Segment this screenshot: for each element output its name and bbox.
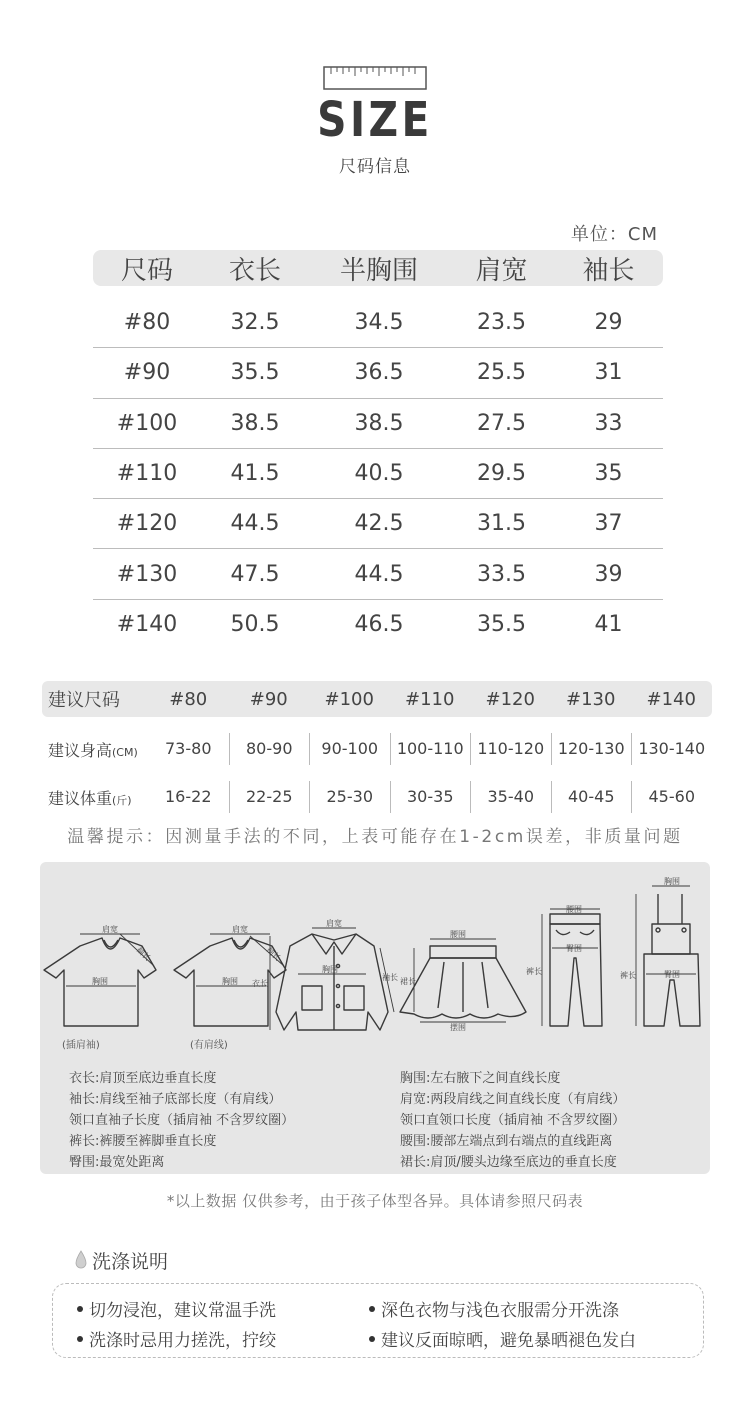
table-row (93, 348, 663, 398)
height-cell: 120-130 (551, 733, 632, 765)
table-row (93, 499, 663, 549)
note-item: 腰围:腰部左端点到右端点的直线距离 (400, 1134, 613, 1149)
table-cell: 35 (594, 461, 623, 487)
table-cell: 39 (594, 561, 623, 587)
table-cell: 50.5 (230, 612, 280, 638)
recommend-header (42, 681, 712, 717)
size-table (93, 250, 663, 650)
table-cell: 31.5 (477, 511, 526, 537)
recommend-size: #90 (249, 688, 288, 710)
header-cell: 半胸围 (339, 255, 418, 286)
table-cell: 46.5 (354, 612, 404, 638)
water-drop-icon (74, 1250, 88, 1270)
label-sleeve: 袖长 (134, 945, 153, 963)
note-item: 裙长:肩顶/腰头边缘至底边的垂直长度 (400, 1155, 617, 1170)
label-skirt-length: 裙长 (400, 977, 416, 986)
label-hem: 摆围 (450, 1023, 466, 1032)
table-cell: 34.5 (354, 310, 404, 336)
table-cell: 47.5 (230, 561, 280, 587)
table-cell: #120 (116, 511, 178, 537)
size-table-body (93, 298, 663, 650)
height-cell: 130-140 (631, 733, 712, 765)
table-cell: 31 (594, 360, 623, 386)
note-item: 领口直袖子长度（插肩袖 不含罗纹圈） (69, 1113, 295, 1128)
notes-right (400, 1068, 710, 1173)
height-row (42, 725, 712, 773)
weight-cell: 16-22 (165, 787, 212, 806)
wash-item: 切勿浸泡，建议常温手洗 (77, 1296, 276, 1321)
height-cell: 90-100 (309, 733, 390, 765)
bullet-icon (369, 1306, 375, 1312)
label-hip: 臀围 (566, 944, 582, 953)
header-cell: 肩宽 (475, 255, 528, 286)
note-item: 肩宽:两段肩线之间直线长度（有肩线） (400, 1092, 626, 1107)
note-item: 领口直领口长度（插肩袖 不含罗纹圈） (400, 1113, 626, 1128)
table-cell: 27.5 (477, 410, 526, 436)
recommend-size: #80 (169, 688, 208, 710)
table-row (93, 549, 663, 599)
weight-cell: 35-40 (470, 781, 551, 813)
table-cell: 29 (594, 310, 623, 336)
table-cell: 35.5 (230, 360, 280, 386)
table-cell: 23.5 (477, 310, 526, 336)
table-cell: 44.5 (354, 561, 404, 587)
table-cell: 38.5 (230, 410, 280, 436)
wash-item: 深色衣物与浅色衣服需分开洗涤 (369, 1296, 619, 1321)
table-cell: 25.5 (477, 360, 526, 386)
header-cell: 袖长 (582, 255, 635, 286)
table-cell: 41.5 (230, 461, 280, 487)
label-shoulder: 肩宽 (102, 925, 118, 934)
label-length: 衣长 (252, 979, 268, 988)
wash-section-title (74, 1248, 168, 1272)
height-cell: 80-90 (229, 733, 310, 765)
disclaimer: *以上数据 仅供参考，由于孩子体型各异。具体请参照尺码表 (166, 1192, 584, 1210)
table-row (93, 449, 663, 499)
table-cell: 32.5 (230, 310, 280, 336)
table-cell: #100 (116, 410, 178, 436)
page-subtitle: 尺码信息 (339, 157, 411, 177)
table-cell: 33 (594, 410, 623, 436)
label-waist: 腰围 (566, 905, 582, 914)
label-chest: 胸围 (92, 977, 108, 986)
height-cell: 73-80 (165, 739, 212, 758)
table-row (93, 298, 663, 348)
overalls-icon (644, 894, 700, 1026)
table-cell: #90 (123, 360, 171, 386)
measurement-diagram-panel (40, 862, 710, 1174)
table-cell: 41 (594, 612, 623, 638)
bullet-icon (369, 1336, 375, 1342)
label-waist: 腰围 (450, 930, 466, 939)
table-cell: 33.5 (477, 561, 526, 587)
skirt-icon (400, 946, 526, 1018)
recommend-header-label: 建议尺码 (48, 690, 120, 711)
table-cell: 37 (594, 511, 623, 537)
wash-item: 洗涤时忌用力搓洗，拧绞 (77, 1326, 276, 1351)
label-shoulder: 肩宽 (232, 925, 248, 934)
table-row (93, 600, 663, 650)
label-chest: 胸围 (322, 965, 338, 974)
table-cell: #110 (116, 461, 178, 487)
size-logo-text: SIZE (317, 92, 433, 148)
note-item: 衣长:肩顶至底边垂直长度 (69, 1071, 217, 1086)
weight-cell: 25-30 (309, 781, 390, 813)
weight-cell: 40-45 (551, 781, 632, 813)
bullet-icon (77, 1336, 83, 1342)
recommend-table (42, 681, 712, 821)
wash-title-text: 洗涤说明 (92, 1250, 169, 1273)
unit-label: 单位：CM (570, 224, 658, 245)
table-cell: #130 (116, 561, 178, 587)
table-cell: 40.5 (354, 461, 404, 487)
measurement-tip: 温馨提示：因测量手法的不同，上表可能存在1-2cm误差，非质量问题 (67, 827, 683, 847)
height-cell: 100-110 (390, 733, 471, 765)
table-cell: 36.5 (354, 360, 404, 386)
height-label: 建议身高(CM) (48, 740, 138, 760)
recommend-size: #130 (566, 688, 616, 710)
table-cell: 42.5 (354, 511, 404, 537)
weight-cell: 22-25 (229, 781, 310, 813)
bullet-icon (77, 1306, 83, 1312)
pants-icon (550, 914, 602, 1026)
recommend-size: #100 (324, 688, 374, 710)
jacket-icon (276, 934, 388, 1030)
wash-item: 建议反面晾晒，避免暴晒褪色发白 (369, 1326, 636, 1351)
table-cell: 44.5 (230, 511, 280, 537)
notes-left (69, 1068, 399, 1173)
label-chest: 胸围 (664, 877, 680, 886)
label-sleeve: 袖长 (382, 973, 398, 982)
label-hip: 臀围 (664, 970, 680, 979)
recommend-size: #110 (405, 688, 455, 710)
table-row (93, 399, 663, 449)
label-sleeve: 袖长 (264, 945, 283, 963)
recommend-size: #120 (485, 688, 535, 710)
label-chest: 胸围 (222, 977, 238, 986)
label-shoulder: 肩宽 (326, 919, 342, 928)
weight-cell: 30-35 (390, 781, 471, 813)
note-item: 臀围:最宽处距离 (69, 1155, 165, 1170)
caption-raglan: (插肩袖) (62, 1040, 100, 1051)
diagram-labels (92, 877, 680, 1032)
table-cell: #140 (116, 612, 178, 638)
label-pants-length: 裤长 (526, 967, 542, 976)
header-cell: 尺码 (120, 255, 173, 286)
table-cell: 29.5 (477, 461, 526, 487)
weight-label: 建议体重(斤) (48, 788, 132, 808)
ruler-icon (323, 66, 427, 90)
note-item: 胸围:左右腋下之间直线长度 (400, 1071, 561, 1086)
size-table-header (93, 250, 663, 286)
caption-shoulder-line: (有肩线) (190, 1040, 228, 1051)
table-cell: #80 (123, 310, 171, 336)
table-cell: 38.5 (354, 410, 404, 436)
recommend-size: #140 (646, 688, 696, 710)
weight-cell: 45-60 (631, 781, 712, 813)
note-item: 裤长:裤腰至裤脚垂直长度 (69, 1134, 217, 1149)
note-item: 袖长:肩线至袖子底部长度（有肩线） (69, 1092, 282, 1107)
table-cell: 35.5 (477, 612, 526, 638)
label-pants-length: 裤长 (620, 971, 636, 980)
height-cell: 110-120 (470, 733, 551, 765)
wash-instructions-box (52, 1283, 704, 1358)
weight-row (42, 773, 712, 821)
header-cell: 衣长 (228, 255, 281, 286)
